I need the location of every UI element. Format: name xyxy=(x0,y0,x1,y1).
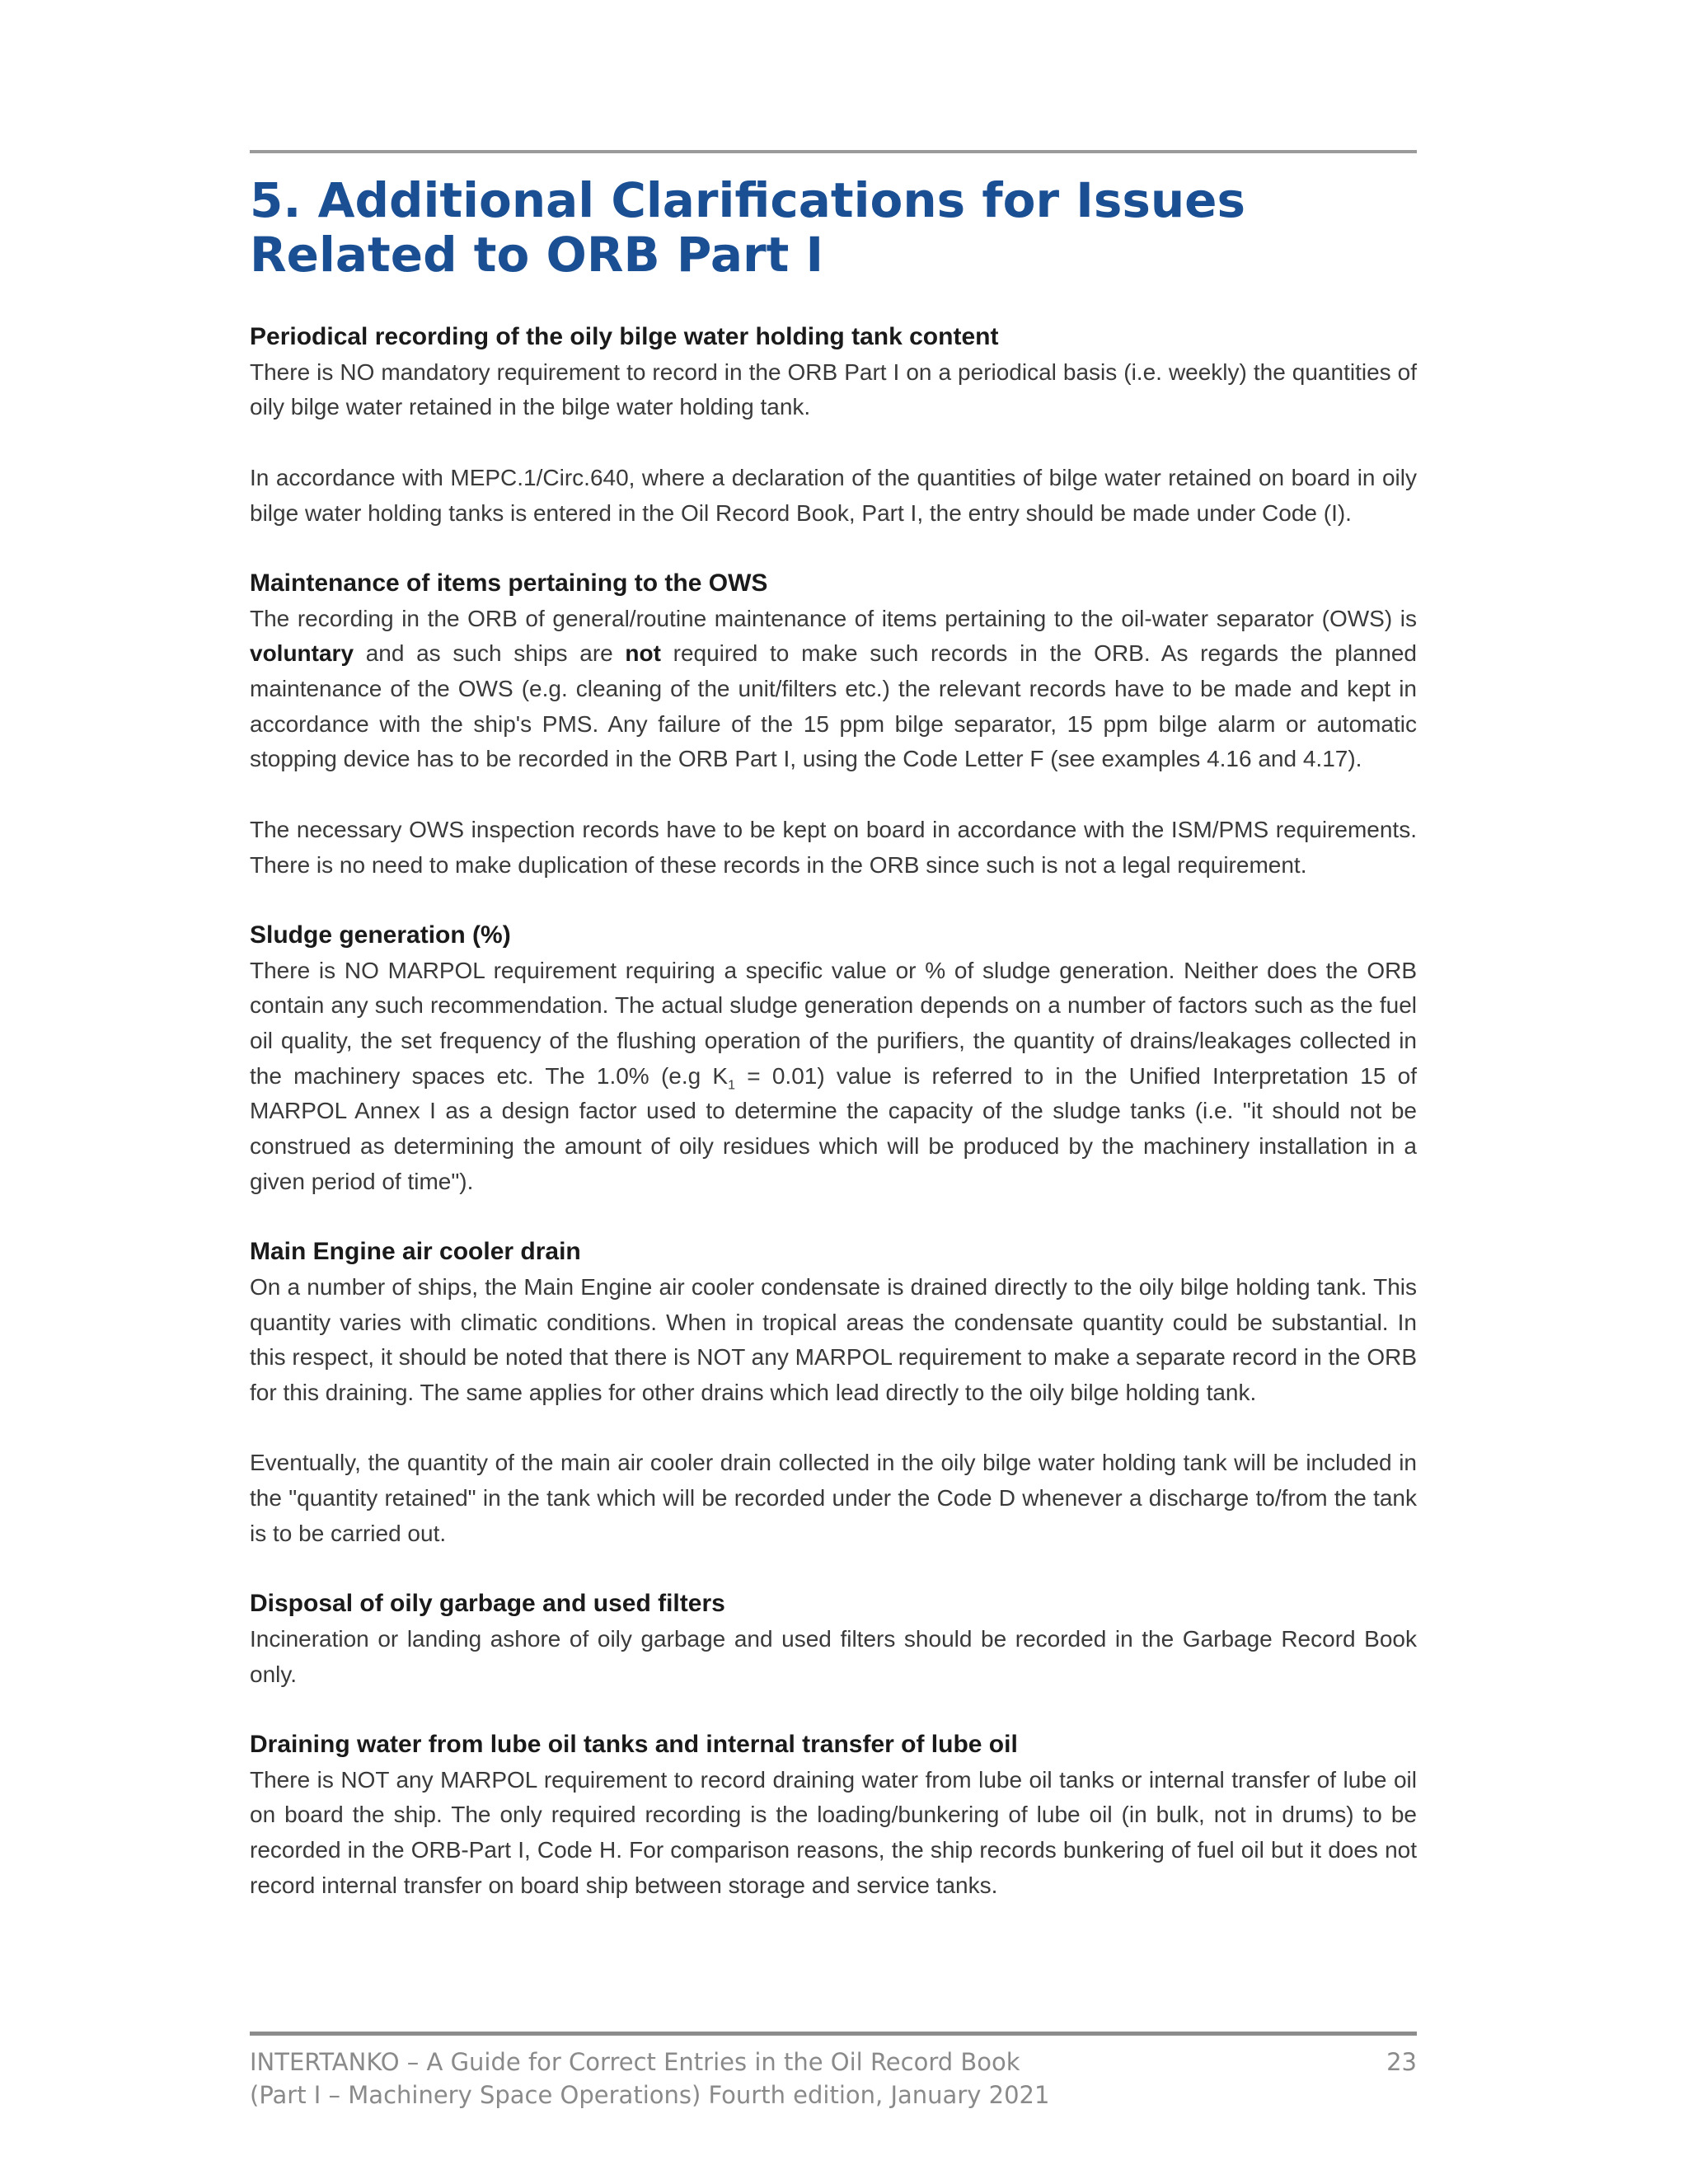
footer-line-1: INTERTANKO – A Guide for Correct Entries in the Oil Record Book xyxy=(250,2048,1020,2076)
paragraph: In accordance with MEPC.1/Circ.640, where a declaration of the quantities of bilge water retained on board in oily bilge water holding tanks is entered in the Oil Record Book, Part I, the entry should be made under Code (I). xyxy=(250,464,1417,526)
emphasis-not: not xyxy=(625,640,661,667)
footer-line-2: (Part I – Machinery Space Operations) Fourth edition, January 2021 xyxy=(250,2081,1050,2109)
paragraph: On a number of ships, the Main Engine air cooler condensate is drained directly to the oily bilge holding tank. This quantity varies with climatic conditions. When in tropical areas the condensate quantity could be substantial. In this respect, it should be noted that there is NOT any MARPOL requirement to make a separate record in the ORB for this draining. The same applies for other drains which lead directly to the oily bilge holding tank. xyxy=(250,1273,1417,1406)
section-heading-periodical-recording: Periodical recording of the oily bilge water holding tank content xyxy=(250,323,999,350)
section-heading-air-cooler-drain: Main Engine air cooler drain xyxy=(250,1238,581,1266)
paragraph: The necessary OWS inspection records have to be kept on board in accordance with the ISM/PMS requirements. There is no need to make duplication of these records in the ORB since such is not a legal requirement. xyxy=(250,816,1417,878)
text-run: and as such ships are xyxy=(354,640,626,667)
page-number: 23 xyxy=(1386,2048,1417,2076)
text-run: = 0.01) value is referred to in the Unified Interpretation 15 of MARPOL Annex I as a design factor used to determine the capacity of the sludge tanks (i.e. "it should not be construed as determining the amount of oily residues which will be produced by the machinery installation in a given period of time"). xyxy=(250,1062,1417,1194)
chapter-title: 5. Additional Clarifications for Issues Related to ORB Part I xyxy=(250,172,1246,283)
emphasis-voluntary: voluntary xyxy=(250,640,354,667)
footer-citation xyxy=(250,2046,1156,2111)
paragraph: There is NO mandatory requirement to record in the ORB Part I on a periodical basis (i.e. weekly) the quantities of oily bilge water retained in the bilge water holding tank. xyxy=(250,359,1417,420)
section-heading-ows-maintenance: Maintenance of items pertaining to the OWS xyxy=(250,569,768,597)
page-content xyxy=(250,320,1417,1904)
header-divider xyxy=(250,150,1417,153)
section-heading-sludge-generation: Sludge generation (%) xyxy=(250,921,511,949)
text-run: required to make such records in the ORB. As regards the planned maintenance of the OWS (e.g. cleaning of the unit/filters etc.) the relevant records have to be made and kept in accordance with the ship's PMS. Any failure of the 15 ppm bilge separator, 15 ppm bilge alarm or automatic stopping device has to be recorded in the ORB Part I, using the Code Letter F (see examples 4.16 and 4.17). xyxy=(250,640,1418,772)
paragraph xyxy=(250,954,1417,1200)
text-run: The recording in the ORB of general/routine maintenance of items pertaining to the oil-water separator (OWS) is xyxy=(250,605,1417,631)
paragraph: Incineration or landing ashore of oily garbage and used filters should be recorded in the Garbage Record Book only. xyxy=(250,1625,1417,1687)
footer-divider xyxy=(250,2032,1417,2036)
section-heading-oily-garbage: Disposal of oily garbage and used filters xyxy=(250,1590,725,1618)
paragraph: There is NOT any MARPOL requirement to record draining water from lube oil tanks or internal transfer of lube oil on board the ship. The only required recording is the loading/bunkering of lube oil (in bulk, not in drums) to be recorded in the ORB-Part I, Code H. For comparison reasons, the ship records bunkering of fuel oil but it does not record internal transfer on board ship between storage and service tanks. xyxy=(250,1766,1417,1898)
section-heading-lube-oil: Draining water from lube oil tanks and internal transfer of lube oil xyxy=(250,1731,1018,1758)
paragraph: Eventually, the quantity of the main air cooler drain collected in the oily bilge water holding tank will be included in the "quantity retained" in the tank which will be recorded under the Code D whenever a discharge to/from the tank is to be carried out. xyxy=(250,1450,1417,1546)
text-run: There is NO MARPOL requirement requiring a specific value or % of sludge generation. Neither does the ORB contain any such recommendation. The actual sludge generation depends on a number of factors such as the fuel oil quality, the set frequency of the flushing operation of the purifiers, the quantity of drains/leakages collected in the machinery spaces etc. The 1.0% (e.g K xyxy=(250,957,1417,1089)
subscript: 1 xyxy=(728,1078,736,1093)
paragraph xyxy=(250,602,1417,778)
